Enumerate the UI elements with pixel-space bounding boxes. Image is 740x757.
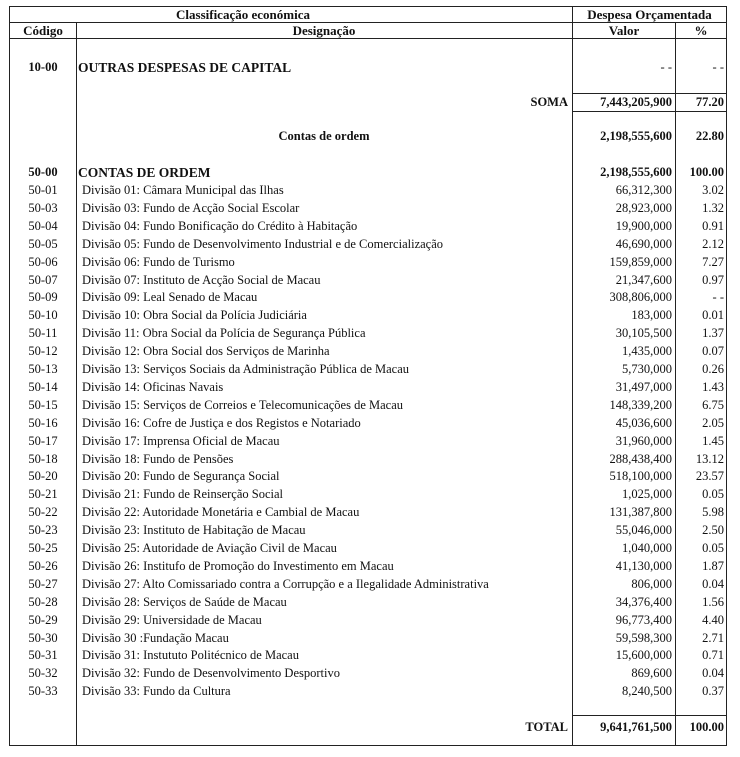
total-row (10, 719, 726, 737)
row-designation: Divisão 01: Câmara Municipal das Ilhas (82, 183, 284, 197)
section-pct: - - (712, 60, 724, 74)
row-pct: 23.57 (695, 469, 724, 484)
section-designation: OUTRAS DESPESAS DE CAPITAL (78, 60, 292, 75)
table-row (10, 433, 726, 451)
table-row (10, 594, 726, 612)
soma-row (10, 94, 726, 112)
row-code: 50-32 (28, 666, 58, 681)
row-value: 41,130,000 (615, 558, 672, 573)
row-designation: Divisão 33: Fundo da Cultura (82, 684, 231, 699)
table-row (10, 522, 726, 540)
row-code: 50-33 (28, 684, 58, 699)
row-value: 34,376,400 (615, 594, 672, 609)
row-designation: Divisão 17: Imprensa Oficial de Macau (82, 433, 280, 448)
row-value: 30,105,500 (615, 326, 672, 341)
row-pct: 0.04 (702, 576, 724, 591)
soma-value: 7,443,205,900 (600, 95, 672, 109)
row-designation: Divisão 16: Cofre de Justiça e dos Registos e Notariado (82, 415, 361, 430)
row-code: 50-16 (28, 415, 58, 430)
table-row (10, 647, 726, 665)
row-value: 159,859,000 (609, 254, 672, 269)
soma-label: SOMA (530, 95, 568, 109)
row-code: 50-15 (28, 397, 58, 412)
row-designation: Divisão 18: Fundo de Pensões (82, 451, 234, 466)
header-classification: Classificação económica (176, 7, 310, 22)
row-pct: 4.40 (702, 612, 724, 627)
row-value: 8,240,500 (622, 684, 672, 699)
row-code: 50-30 (28, 630, 58, 645)
row-code: 50-07 (28, 272, 58, 287)
row-designation: Divisão 23: Instituto de Habitação de Macau (82, 523, 306, 538)
row-pct: 1.43 (702, 379, 724, 394)
table-row (10, 630, 726, 648)
row-code: 50-10 (28, 308, 58, 323)
row-code: 50-12 (28, 344, 58, 359)
section-value: - - (660, 60, 672, 74)
row-value: 5,730,000 (622, 362, 672, 376)
row-code: 50-17 (28, 433, 58, 448)
row-code: 50-20 (28, 469, 58, 484)
row-value: 59,598,300 (615, 630, 672, 645)
row-code: 50-01 (28, 183, 58, 197)
row-pct: 2.71 (702, 630, 724, 645)
row-designation: Divisão 04: Fundo Bonificação do Crédito à Habitação (82, 218, 358, 233)
table-row (10, 665, 726, 683)
header-pct: % (694, 23, 708, 38)
row-pct: 13.12 (695, 451, 724, 466)
row-pct: 0.01 (702, 308, 724, 323)
row-designation: Divisão 25: Autoridade de Aviação Civil de Macau (82, 541, 337, 555)
row-designation: Divisão 09: Leal Senado de Macau (82, 290, 258, 305)
table-row (10, 379, 726, 397)
row-value: 28,923,000 (615, 200, 672, 215)
row-designation: Divisão 29: Universidade de Macau (82, 612, 262, 627)
row-designation: Divisão 15: Serviços de Correios e Telecomunicações de Macau (82, 397, 404, 412)
section-code: 10-00 (28, 60, 58, 74)
row-value: 131,387,800 (609, 505, 672, 520)
table-row (10, 451, 726, 469)
row-pct: 5.98 (702, 505, 724, 520)
row-designation: Divisão 12: Obra Social dos Serviços de Marinha (82, 344, 330, 359)
table-row (10, 576, 726, 594)
row-code: 50-11 (28, 326, 58, 341)
table-row (10, 486, 726, 504)
row-code: 50-21 (28, 487, 58, 502)
row-designation: Divisão 06: Fundo de Turismo (82, 254, 235, 269)
row-designation: Divisão 30 :Fundação Macau (82, 630, 229, 645)
row-designation: Divisão 22: Autoridade Monetária e Cambial de Macau (82, 505, 360, 520)
row-designation: Divisão 14: Oficinas Navais (82, 379, 224, 394)
header-code: Código (23, 23, 63, 38)
row-value: 31,497,000 (615, 379, 672, 394)
contas-summary-label: Contas de ordem (278, 129, 370, 143)
row-pct: 0.05 (702, 487, 724, 502)
row-code: 50-22 (28, 505, 58, 520)
row-value: 1,025,000 (622, 487, 672, 502)
section-value: 2,198,555,600 (600, 165, 672, 179)
contas-summary-row (10, 128, 726, 146)
row-value: 1,435,000 (622, 344, 672, 359)
table-row (10, 218, 726, 236)
row-designation: Divisão 32: Fundo de Desenvolvimento Desportivo (82, 666, 340, 681)
table-row (10, 468, 726, 486)
row-code: 50-05 (28, 236, 58, 251)
row-value: 46,690,000 (615, 236, 672, 251)
row-code: 50-03 (28, 200, 58, 215)
row-pct: 2.50 (702, 523, 724, 538)
row-value: 869,600 (631, 666, 672, 681)
table-row (10, 397, 726, 415)
row-code: 50-31 (28, 648, 58, 663)
row-designation: Divisão 20: Fundo de Segurança Social (82, 469, 280, 484)
row-code: 50-27 (28, 576, 58, 591)
row-value: 148,339,200 (609, 397, 672, 412)
header-designation: Designação (292, 23, 356, 38)
row-code: 50-28 (28, 594, 58, 609)
table-row (10, 289, 726, 307)
row-code: 50-13 (28, 362, 58, 376)
row-value: 806,000 (631, 576, 672, 591)
row-pct: 1.45 (702, 433, 724, 448)
row-pct: - - (712, 290, 724, 305)
section-code: 50-00 (28, 165, 58, 179)
row-designation: Divisão 21: Fundo de Reinserção Social (82, 487, 284, 502)
total-label: TOTAL (525, 720, 568, 734)
table-row (10, 343, 726, 361)
row-pct: 6.75 (702, 397, 724, 412)
table-row (10, 272, 726, 290)
row-value: 96,773,400 (615, 612, 672, 627)
soma-pct: 77.20 (695, 95, 724, 109)
row-designation: Divisão 28: Serviços de Saúde de Macau (82, 594, 287, 609)
row-pct: 1.32 (702, 200, 724, 215)
row-pct: 0.04 (702, 666, 724, 681)
row-value: 55,046,000 (615, 523, 672, 538)
table-row (10, 415, 726, 433)
row-designation: Divisão 03: Fundo de Acção Social Escolar (82, 200, 300, 215)
total-pct: 100.00 (689, 720, 724, 734)
row-value: 21,347,600 (615, 272, 672, 287)
row-pct: 1.37 (702, 326, 724, 341)
contas-summary-pct: 22.80 (695, 129, 724, 143)
row-code: 50-18 (28, 451, 58, 466)
table-row (10, 182, 726, 200)
row-value: 1,040,000 (622, 541, 672, 555)
table-row (10, 325, 726, 343)
row-value: 19,900,000 (615, 218, 672, 233)
budget-table (9, 6, 727, 746)
row-code: 50-09 (28, 290, 58, 305)
row-designation: Divisão 11: Obra Social da Polícia de Segurança Pública (82, 326, 366, 341)
row-designation: Divisão 31: Instututo Politécnico de Macau (82, 648, 299, 663)
total-value: 9,641,761,500 (600, 720, 672, 734)
row-pct: 0.91 (702, 218, 724, 233)
row-value: 183,000 (631, 308, 672, 323)
table-row (10, 683, 726, 701)
row-value: 308,806,000 (609, 290, 672, 305)
row-pct: 0.07 (702, 344, 724, 359)
row-code: 50-14 (28, 379, 58, 394)
row-designation: Divisão 10: Obra Social da Polícia Judiciária (82, 308, 307, 323)
row-pct: 1.56 (702, 594, 724, 609)
row-value: 518,100,000 (609, 469, 672, 484)
table-row (10, 361, 726, 379)
header-budgeted-expense: Despesa Orçamentada (587, 7, 712, 22)
table-row (10, 236, 726, 254)
row-pct: 0.71 (702, 648, 724, 663)
section-row-capital (10, 59, 726, 77)
row-pct: 0.26 (702, 362, 724, 376)
row-designation: Divisão 26: Institufo de Promoção do Investimento em Macau (82, 558, 394, 573)
row-pct: 0.97 (702, 272, 724, 287)
row-pct: 3.02 (702, 183, 724, 197)
row-pct: 2.12 (702, 236, 724, 251)
row-pct: 7.27 (702, 254, 724, 269)
row-pct: 2.05 (702, 415, 724, 430)
row-value: 31,960,000 (615, 433, 672, 448)
contas-summary-value: 2,198,555,600 (600, 129, 672, 143)
row-value: 66,312,300 (615, 183, 672, 197)
row-code: 50-25 (28, 541, 58, 555)
row-pct: 0.05 (702, 541, 724, 555)
header-value: Valor (608, 23, 640, 38)
table-row (10, 200, 726, 218)
table-row (10, 612, 726, 630)
table-row (10, 254, 726, 272)
table-row (10, 558, 726, 576)
row-code: 50-06 (28, 254, 58, 269)
table-row (10, 307, 726, 325)
section-pct: 100.00 (689, 165, 724, 179)
row-value: 45,036,600 (615, 415, 672, 430)
row-designation: Divisão 05: Fundo de Desenvolvimento Industrial e de Comercialização (82, 236, 444, 251)
row-designation: Divisão 13: Serviços Sociais da Administração Pública de Macau (82, 362, 410, 376)
row-pct: 1.87 (702, 558, 724, 573)
row-code: 50-23 (28, 523, 58, 538)
row-code: 50-26 (28, 558, 58, 573)
row-designation: Divisão 07: Instituto de Acção Social de Macau (82, 272, 321, 287)
row-pct: 0.37 (702, 684, 724, 699)
section-row-contas (10, 164, 726, 182)
row-designation: Divisão 27: Alto Comissariado contra a Corrupção e a Ilegalidade Administrativa (82, 576, 489, 591)
table-row (10, 504, 726, 522)
section-designation: CONTAS DE ORDEM (78, 165, 211, 180)
total-top-line (572, 715, 726, 716)
row-code: 50-29 (28, 612, 58, 627)
row-value: 288,438,400 (609, 451, 672, 466)
row-code: 50-04 (28, 218, 58, 233)
table-row (10, 540, 726, 558)
row-value: 15,600,000 (615, 648, 672, 663)
